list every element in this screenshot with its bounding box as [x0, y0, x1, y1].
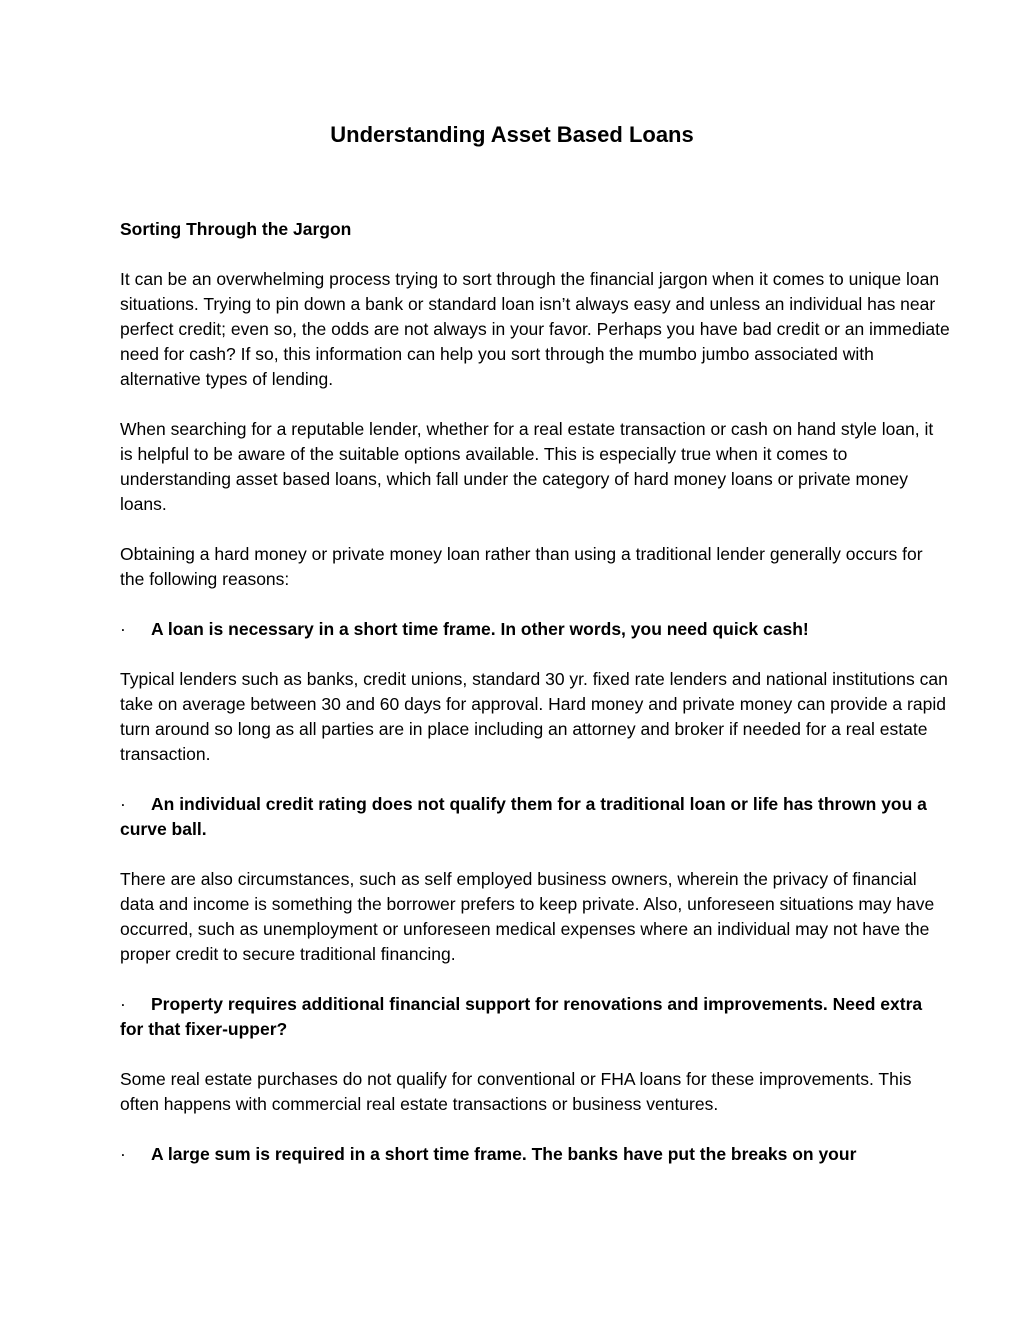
document-body — [120, 217, 950, 1167]
bullet-text: A loan is necessary in a short time frame. In other words, you need quick cash! — [151, 619, 809, 639]
bullet-text: A large sum is required in a short time frame. The banks have put the breaks on your — [151, 1144, 857, 1164]
bullet-item — [120, 1142, 950, 1167]
paragraph-intro: It can be an overwhelming process trying to sort through the financial jargon when it comes to unique loan situations. Trying to pin down a bank or standard loan isn’t always easy and unless an individual has near perfect credit; even so, the odds are not always in your favor. Perhaps you have bad credit or an immediate need for cash? If so, this information can help you sort through the mumbo jumbo associated with alternative types of lending. — [120, 269, 950, 389]
bullet-item — [120, 617, 950, 642]
bullet-marker: · — [120, 1144, 126, 1164]
section-heading: Sorting Through the Jargon — [120, 219, 352, 239]
bullet-item — [120, 992, 950, 1042]
bullet-marker: · — [120, 994, 126, 1014]
bullet-marker: · — [120, 794, 126, 814]
page-title: Understanding Asset Based Loans — [330, 122, 694, 147]
paragraph-real-estate: Some real estate purchases do not qualify for conventional or FHA loans for these improvements. This often happens with commercial real estate transactions or business ventures. — [120, 1069, 912, 1114]
bullet-text: Property requires additional financial support for renovations and improvements. Need extra for that fixer-upper? — [120, 994, 923, 1039]
bullet-marker: · — [120, 619, 126, 639]
bullet-item — [120, 792, 950, 842]
paragraph-circumstances: There are also circumstances, such as self employed business owners, wherein the privacy of financial data and income is something the borrower prefers to keep private. Also, unforeseen situations may have occurred, such as unemployment or unforeseen medical expenses where an individual may not have the proper credit to secure traditional financing. — [120, 869, 935, 964]
paragraph-reasons-intro: Obtaining a hard money or private money loan rather than using a traditional lender generally occurs for the following reasons: — [120, 544, 923, 589]
paragraph-lender-search: When searching for a reputable lender, whether for a real estate transaction or cash on hand style loan, it is helpful to be aware of the suitable options available. This is especially true when it comes to understanding asset based loans, which fall under the category of hard money loans or private money loans. — [120, 419, 934, 514]
bullet-text: An individual credit rating does not qualify them for a traditional loan or life has thrown you a curve ball. — [120, 794, 927, 839]
paragraph-typical-lenders: Typical lenders such as banks, credit unions, standard 30 yr. fixed rate lenders and national institutions can take on average between 30 and 60 days for approval. Hard money and private money can provide a rapid turn around so long as all parties are in place including an attorney and broker if needed for a real estate transaction. — [120, 669, 948, 764]
